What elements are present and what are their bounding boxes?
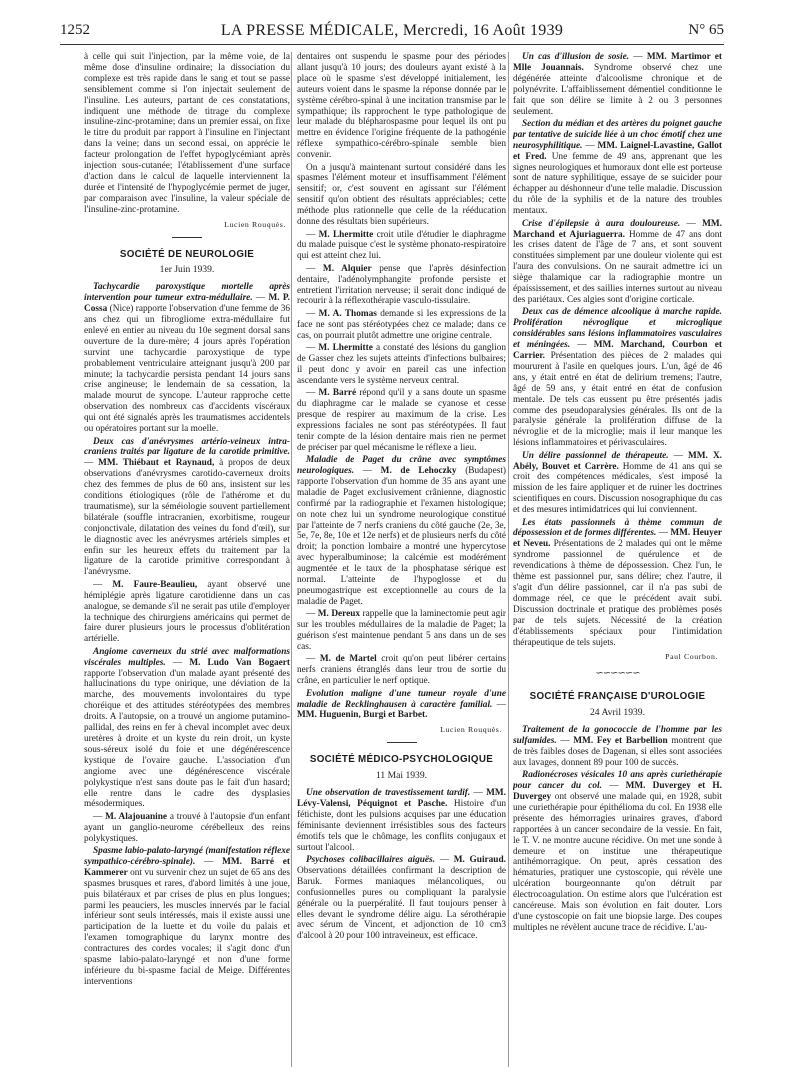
discussant: M. Dereux <box>317 609 361 620</box>
society-heading: SOCIÉTÉ FRANÇAISE D'UROLOGIE <box>529 691 706 703</box>
article: Psychoses colibacillaires aiguës. — M. Guiraud. Observations détaillées confirmant la description de Baruk. Formes maniaques mélancoliques, ou confusionnelles pures ou compliquant la paralysie générale ou la puerpéralité. Il faut toujours penser à elles devant le syndrome délire aigu. La sérothérapie avec sérum de Vincent, et adjonction de 10 cm3 d'alcool à 20 pour 100 intraveineux, est efficace. <box>297 855 506 942</box>
column-divider <box>508 52 509 1067</box>
discussion: — M. de Martel croit qu'on peut libérer certains nerfs craniens étranglés dans leur trou de sortie du crâne, en particulier le nerf optique. <box>297 654 506 687</box>
discussion: — M. A. Thomas demande si les expressions de la face ne sont pas stéréotypées chez ce malade; dans ce cas, on pourrait plutôt admettre une origine centrale. <box>297 308 506 341</box>
section-rule <box>172 237 202 238</box>
discussion-text: a constaté des lésions du ganglion de Gasser chez les sujets atteints d'infections bulbaires; il peut donc y avoir en pareil cas une infection ascendante vers le système nerveux central. <box>297 343 506 386</box>
article-title: Un cas d'illusion de sosie. <box>522 52 630 62</box>
article-text: (Nice) rapporte l'observation d'une femme de 36 ans chez qui un fibrogliome extra-médullaire fut enlevé en entier au niveau du 10e segment dorsal sans ouverture de la dure-mère; 4 jours après l'opération survint une tachycardie paroxystique de type probablement ventriculaire atteignant jusqu'à 200 par minute; la tachycardie persista pendant 14 jours sans crise angineuse; le lendemain de sa cessation, la malade mourut de syncope. L'auteur rapproche cette observation des nombreux cas d'accidents viscéraux qui ont été signalés après les traumatismes accidentels ou opératoires portant sur la moelle. <box>84 304 290 435</box>
discussion-text: croit utile d'étudier le diaphragme du malade puisque c'est le système phonato-respiratoire qui est atteint chez lui. <box>297 229 506 262</box>
discussion-text: ayant observé une hémiplégie après ligature carotidienne dans un cas analogue, se demande s'il ne serait pas utile d'employer la technique des chirurgiens américains qui permet de faire durer plusieurs jours le processus d'oblitération artérielle. <box>84 579 290 645</box>
discussant: M. A. Thomas <box>318 308 377 319</box>
article: Tachycardie paroxystique mortelle après intervention pour tumeur extra-médullaire. — M. P. Cossa (Nice) rapporte l'observation d'une femme de 36 ans chez qui un fibrogliome extra-médullaire fut enlevé en entier au niveau du 10e segment dorsal sans ouverture de la dure-mère; 4 jours après l'opération survint une tachycardie paroxystique de type probablement ventriculaire atteignant jusqu'à 200 par minute; la tachycardie persista pendant 14 jours sans crise angineuse; le lendemain de sa cessation, la malade mourut de syncope. L'auteur rapproche cette observation des nombreux cas d'accidents viscéraux qui ont été signalés après les traumatismes accidentels ou opératoires portant sur la moelle. <box>84 282 290 435</box>
article: Un cas d'illusion de sosie. — MM. Martimor et Mlle Jouannais. Syndrome observé chez une dégénérée atteinte d'alcoolisme chronique et de polynévrite. L'affaiblissement démentiel conditionne le fait que son délire se limite à 2 ou 3 personnes seulement. <box>513 52 722 117</box>
article-text: Une femme de 49 ans, apprenant que les signes neurologiques et humoraux dont elle est porteuse sont de nature syphilitique, essaye de se suicider pour échapper au déshonneur d'une telle maladie. Discussion du rôle de la syphilis et de la nature des troubles mentaux. <box>513 151 722 217</box>
article: Spasme labio-palato-laryngé (manifestation réflexe sympathico-cérébro-spinale). — MM. Barré et Kammerer ont vu survenir chez un sujet de 65 ans des spasmes brusques et rares, d'abord limités à une joue, puis bilatéraux et par crises de plus en plus longues; parmi les peauciers, les muscles innervés par le facial inférieur sont seuls intéressés, mais il existe aussi une participation de la luette et du voile du palais et l'examen tomographique du larynx montre des contractures des cordes vocales; il s'agit donc d'un spasme labio-palato-laryngé et non d'une forme inférieure du bi-spasme facial de Meige. Différentes interventions <box>84 846 290 987</box>
discussion: — M. Faure-Beaulieu, ayant observé une hémiplégie après ligature carotidienne dans un cas analogue, se demande s'il ne serait pas utile d'employer la technique des chirurgiens américains qui permet de faire durer plusieurs jours le processus d'oblitération artérielle. <box>84 579 290 645</box>
discussion-text: demande si les expressions de la face ne sont pas stéréotypées chez ce malade; dans ce cas, on pourrait plutôt admettre une origine centrale. <box>297 308 506 341</box>
discussion: — M. Lhermitte a constaté des lésions du ganglion de Gasser chez les sujets atteints d'infections bulbaires; il peut donc y avoir en pareil cas une infection ascendante vers le système nerveux central. <box>297 343 506 386</box>
article-text: Observations détaillées confirmant la description de Baruk. Formes maniaques mélancoliques, ou confusionnelles pures ou compliquant la paralysie générale ou la puerpéralité. Il faut toujours penser à elles devant le syndrome délire aigu. La sérothérapie avec sérum de Vincent, et adjonction de 10 cm3 d'alcool à 20 pour 100 intraveineux, est efficace. <box>297 865 506 942</box>
article-title: Section du médian et des artères du poignet gauche par tentative de suicide liée à un choc émotif chez une neurosyphilitique. <box>513 118 722 151</box>
society-heading: SOCIÉTÉ DE NEUROLOGIE <box>119 248 255 260</box>
discussion-text: répond qu'il y a sans doute un spasme du diaphragme car le malade se cyanose et cesse presque de respirer au maximum de la crise. Les expressions faciales ne sont pas stéréotypées. Il faut tenir compte de la lésion dentaire mais rien ne permet de préciser par quel mécanisme le réflexe a lieu. <box>297 388 506 453</box>
discussion: — M. Alquier pense que l'après désinfection dentaire, l'adénolymphangite profonde persiste et entretient l'irritation nerveuse; il serait donc indiqué de recourir à la réflexothérapie vasculo-tissulaire. <box>297 263 506 307</box>
paragraph: à celle qui suit l'injection, par la même voie, de la même dose d'insuline ordinaire; la dissociation du complexe est très rapide dans le sang et tout se passe sensiblement comme si l'on injectait seulement de l'insuline. Les auteurs, partant de ces constatations, indiquent une méthode de titrage du complexe insuline-zinc-protamine; dans un premier essai, on fixe le titre du produit par rapport à l'insuline en l'injectant dans la veine; dans un second essai, on apprécie le facteur prolongation de l'effet hypoglycémiant après injection sous-cutanée; l'établissement d'une surface d'action dans le calcul de laquelle interviennent la durée et l'intensité de l'hypoglycémie permet de juger, par comparaison avec l'insuline, la valeur spéciale de l'insuline-zinc-protamine. <box>84 52 290 215</box>
discussion-text: rappelle que la laminectomie peut agir sur les troubles médullaires de la maladie de Paget; la guérison s'est maintenue pendant 5 ans dans un de ses cas. <box>297 609 506 653</box>
article-text: rapporte l'observation d'un malade ayant présenté des hallucinations du type onirique, une déviation de la marche, des mouvements involontaires du type choréique et des attitudes stéréotypées des membres droits. A l'autopsie, on a trouvé un angiome putamino-pallidal, des reins en fer à cheval incomplet avec deux uretères à droite et un kyste du rein droit, un kyste sous-séreux isolé du foie et une dégénérescence kystique de l'ovaire gauche. L'association d'un angiome avec une dégénérescence viscérale polykystique n'est sans doute pas le fait d'un hasard; elle rentre dans le cadre des dysplasies mésodermiques. <box>84 668 290 810</box>
society-heading: SOCIÉTÉ MÉDICO-PSYCHOLOGIQUE <box>309 754 494 766</box>
article: Les états passionnels à thème commun de dépossession et de formes différentes. — MM. Heuyer et Neveu. Présentations de 2 malades qui ont le même syndrome passionnel de quérulence et de revendications à thème de dépossession. Chez l'un, le thème est passionnel pur, sans délire; chez l'autre, il s'agit d'un délire passionnel, car il n'a pas subi de dommage réel, ce que le précédent avait subi. Discussion doctrinale et pratique des problèmes posés par de tels sujets. Nécessité de la création d'établissements spéciaux pour l'intimidation thérapeutique de tels sujets. <box>513 517 722 648</box>
article-text: montrent que de très faibles doses de Dagenan, si elles sont associées aux lavages, donnent 89 pour 100 de succès. <box>513 735 722 768</box>
article: Deux cas de démence alcoolique à marche rapide. Prolifération névroglique et microglique considérables sans lésions inflammatoires vasculaires et méningées. — MM. Marchand, Courbon et Carrier. Présentation des pièces de 2 malades qui moururent à l'asile en quelques jours. L'un, âgé de 46 ans, y était entré en état de delirium tremens; l'autre, âgé de 59 ans, y était entré en état de confusion mentale. De tels cas eussent pu être présentés jadis comme des pseudoparalysies générales. Ils ont de la paralysie générale la prolifération diffuse de la névroglie et de la microglie; mais il leur manque les lésions inflammatoires et périvasculaires. <box>513 307 722 449</box>
discussant: M. Alquier <box>322 263 372 274</box>
article-title: Crise d'épilepsie à aura douloureuse. <box>522 218 681 229</box>
article-title: Une observation de travestissement tardif. <box>306 788 471 799</box>
session-date: 1er Juin 1939. <box>159 264 215 276</box>
article-author: MM. X. Abély, Bouvet et Carrère. <box>513 450 722 472</box>
signature: Lucien Rouquès. <box>224 219 286 229</box>
article-author: MM. Laignel-Lavastine, Gallot et Fred. <box>513 140 722 162</box>
article: Crise d'épilepsie à aura douloureuse. — MM. Marchand et Ajuriaguerra. Homme de 47 ans dont les crises datent de l'âge de 7 ans, et sont souvent constituées simplement par une douleur violente qui est l'aura des convulsions. On ne saurait admettre ici un siège thalamique car la radiographie montre un épaississement, et des saillies internes surtout au niveau des pariétaux. Ces algies sont d'origine corticale. <box>513 218 722 305</box>
article-text: ont vu survenir chez un sujet de 65 ans des spasmes brusques et rares, d'abord limités à une joue, puis bilatéraux et par crises de plus en plus longues; parmi les peauciers, les muscles innervés par le facial inférieur sont seuls intéressés, mais il existe aussi une participation de la luette et du voile du palais et l'examen tomographique du larynx montre des contractures des cordes vocales; il s'agit donc d'un spasme labio-palato-laryngé et non d'une forme inférieure du bi-spasme facial de Meige. Différentes interventions <box>84 867 290 987</box>
session-date: 24 Avril 1939. <box>590 707 645 719</box>
article-text: Présentations de 2 malades qui ont le même syndrome passionnel de quérulence et de revendications à thème de dépossession. Chez l'un, le thème est passionnel pur, sans délire; chez l'autre, il s'agit d'un délire passionnel, car il n'a pas subi de dommage réel, ce que le précédent avait subi. Discussion doctrinale et pratique des problèmes posés par de tels sujets. Nécessité de la création d'établissements spéciaux pour l'intimidation thérapeutique de tels sujets. <box>513 539 722 648</box>
discussant: M. Faure-Beaulieu, <box>112 579 198 590</box>
discussant: M. de Martel <box>319 654 377 665</box>
article-title: Deux cas d'anévrysmes artério-veineux intra-craniens traités par ligature de la carotide primitive. <box>84 436 290 458</box>
article: Traitement de la gonococcie de l'homme par les sulfamides. — MM. Fey et Barbellion montrent que de très faibles doses de Dagenan, si elles sont associées aux lavages, donnent 89 pour 100 de succès. <box>513 725 722 768</box>
article-text: Syndrome observé chez une dégénérée atteinte d'alcoolisme chronique et de polynévrite. L'affaiblissement démentiel conditionne le fait que son délire se limite à 2 ou 3 personnes seulement. <box>513 62 722 117</box>
discussion: — M. Dereux rappelle que la laminectomie peut agir sur les troubles médullaires de la maladie de Paget; la guérison s'est maintenue pendant 5 ans dans un de ses cas. <box>297 609 506 653</box>
article-text: (Budapest) rapporte l'observation d'un homme de 35 ans ayant une maladie de Paget exclusivement crânienne, diagnostic confirmé par la radiographie et l'examen histologique; on note chez lui un syndrome neurologique constitué par l'atteinte de 7 nerfs craniens du côté gauche (2e, 3e, 5e, 7e, 8e, 10e et 12e nerfs) et de plusieurs nerfs du côté droit; la ponction lombaire a montré une hypercytose avec hyperalbuminose; la calcémie est modérément augmentée et le taux de la phosphatase sérique est normal. L'atteinte de l'hypoglosse et du pneumogastrique est exceptionnelle au cours de la maladie de Paget. <box>297 466 506 607</box>
article-text: à propos de deux observations d'anévrysmes carotido-caverneux droits chez des femmes de plus de 60 ans, insistent sur les conditions étiologiques (rôle de l'athérome et du traumatisme), sur la séméiologie souvent partiellement bilatérale (souffle intracranien, exorbitisme, rougeur conjonctivale, dilatation des veines du fond d'œil), sur le diagnostic avec les anévrysmes artériels simples et enfin sur les heureux effets du traitement par la ligature de la carotide primitive correspondant à l'anévrysme. <box>84 458 290 578</box>
article-title: Angiome caverneux du strié avec malformations viscérales multiples. <box>84 646 290 668</box>
article-author: MM. Marchand, Courbon et Carrier. <box>513 340 722 361</box>
page-header <box>60 22 724 45</box>
article-title: Evolution maligne d'une tumeur royale d'une maladie de Recklinghausen à caractère familial. <box>297 688 506 710</box>
article-author: MM. Martimor et Mlle Jouannais. <box>513 52 722 73</box>
article: Un délire passionnel de thérapeute. — MM. X. Abély, Bouvet et Carrère. Homme de 41 ans qui se croit des compétences médicales, s'est imposé la mission de les faire appliquer et de ruiner les doctrines scientifiques en cours. Discussion nosographique du cas et des mesures intimidatrices qui lui conviennent. <box>513 450 722 516</box>
discussant: M. Alajouanine <box>105 811 168 822</box>
article-author: M. Ludo Van Bogaert <box>189 657 290 668</box>
article-text: Homme de 41 ans qui se croit des compétences médicales, s'est imposé la mission de les faire appliquer et de ruiner les doctrines scientifiques en cours. Discussion nosographique du cas et des mesures intimidatrices qui lui conviennent. <box>513 461 722 516</box>
article-author: MM. Barré et Kammerer <box>84 856 290 878</box>
article-author: MM. Thiébaut et Raynaud, <box>98 458 215 469</box>
article-title: Traitement de la gonococcie de l'homme par les sulfamides. <box>513 725 722 746</box>
article-text: Homme de 47 ans dont les crises datent de l'âge de 7 ans, et sont souvent constituées simplement par une douleur violente qui est l'aura des convulsions. On ne saurait admettre ici un siège thalamique car la radiographie montre un épaississement, et des saillies internes surtout au niveau des pariétaux. Ces algies sont d'origine corticale. <box>513 229 722 305</box>
discussant: M. Lhermitte <box>318 229 374 240</box>
journal-title: LA PRESSE MÉDICALE, Mercredi, 16 Août 1939 <box>220 22 564 39</box>
discussion: — M. Lhermitte croit utile d'étudier le diaphragme du malade puisque c'est le système phonato-respiratoire qui est atteint chez lui. <box>297 229 506 262</box>
article: Deux cas d'anévrysmes artério-veineux intra-craniens traités par ligature de la carotide primitive. — MM. Thiébaut et Raynaud, à propos de deux observations d'anévrysmes carotido-caverneux droits chez des femmes de plus de 60 ans, insistent sur les conditions étiologiques (rôle de l'athérome et du traumatisme), sur la séméiologie souvent partiellement bilatérale (souffle intracranien, exorbitisme, rougeur conjonctivale, dilatation des veines du fond d'œil), sur le diagnostic avec les anévrysmes artériels simples et enfin sur les heureux effets du traitement par la ligature de la carotide primitive correspondant à l'anévrysme. <box>84 436 290 578</box>
page-number: 1252 <box>60 22 90 38</box>
article-title: Psychoses colibacillaires aiguës. <box>306 855 435 866</box>
article: Maladie de Paget du crâne avec symptômes neurologiques. — M. de Lehoczky (Budapest) rapporte l'observation d'un homme de 35 ans ayant une maladie de Paget exclusivement crânienne, diagnostic confirmé par la radiographie et l'examen histologique; on note chez lui un syndrome neurologique constitué par l'atteinte de 7 nerfs craniens du côté gauche (2e, 3e, 5e, 7e, 8e, 10e et 12e nerfs) et de plusieurs nerfs du côté droit; la ponction lombaire a montré une hypercytose avec hyperalbuminose; la calcémie est modérément augmentée et le taux de la phosphatase sérique est normal. L'atteinte de l'hypoglosse et du pneumogastrique est exceptionnelle au cours de la maladie de Paget. <box>297 455 506 607</box>
article-author: MM. Heuyer et Neveu. <box>513 528 722 550</box>
article-author: MM. Duvergey et H. Duvergey <box>513 781 722 802</box>
article-author: M. de Lehoczky <box>380 466 457 477</box>
signature: Lucien Rouquès. <box>440 725 502 735</box>
discussion-text: a trouvé à l'autopsie d'un enfant ayant un ganglio-neurome cérébelleux des reins polykystiques. <box>84 811 290 844</box>
paragraph: dentaires ont suspendu le spasme pour des périodes allant jusqu'à 10 jours; des douleurs ayant existé à la place où le spasme s'est développé initialement, les auteurs voient dans le spasme la réponse donnée par le système cérébro-spinal à une incitation transmise par le sympathique; ils rapprochent le type pathologique de leur malade du blépharospasme pour lequel ils ont pu mettre en évidence l'origine fréquente de la pathogénie réflexe sympathico-cérébro-spinale semble bien convenir. <box>297 52 506 161</box>
signature: Paul Courbon. <box>665 652 718 662</box>
discussant: M. Lhermitte <box>318 343 373 354</box>
discussant: M. Barré <box>318 388 357 399</box>
section-rule <box>387 742 417 743</box>
article-title: Radionécroses vésicales 10 ans après curiethérapie pour cancer du col. <box>513 770 722 792</box>
article-text: Histoire d'un fétichiste, dont les pulsions acquises par une éducation féminisante deviennent irrésistibles sous des facteurs émotifs tels que le chômage, les conflits conjugaux et surtout l'alcool. <box>297 799 506 853</box>
column-1 <box>84 52 290 1067</box>
article-title: Maladie de Paget du crâne avec symptômes neurologiques. <box>297 455 506 477</box>
column-2 <box>297 52 506 1067</box>
article-text: Présentation des pièces de 2 malades qui moururent à l'asile en quelques jours. L'un, âgé de 46 ans, y était entré en état de delirium tremens; l'autre, âgé de 59 ans, y était entré en état de confusion mentale. De tels cas eussent pu être présentés jadis comme des pseudoparalysies générales. Ils ont de la paralysie générale la prolifération diffuse de la névroglie et de la microglie; mais il leur manque les lésions inflammatoires et périvasculaires. <box>513 350 722 449</box>
article-title: Deux cas de démence alcoolique à marche rapide. Prolifération névroglique et microglique considérables sans lésions inflammatoires vasculaires et méningées. <box>513 307 722 351</box>
article-author: M. Guiraud. <box>453 855 506 866</box>
discussion: — M. Barré répond qu'il y a sans doute un spasme du diaphragme car le malade se cyanose et cesse presque de respirer au maximum de la crise. Les expressions faciales ne sont pas stéréotypées. Il faut tenir compte de la lésion dentaire mais rien ne permet de préciser par quel mécanisme le réflexe a lieu. <box>297 388 506 453</box>
article-author: MM. Marchand et Ajuriaguerra. <box>513 218 722 240</box>
article-title: Tachycardie paroxystique mortelle après intervention pour tumeur extra-médullaire. <box>84 282 290 304</box>
column-divider <box>291 52 292 1067</box>
session-date: 11 Mai 1939. <box>375 770 428 782</box>
discussion: — M. Alajouanine a trouvé à l'autopsie d'un enfant ayant un ganglio-neurome cérébelleux des reins polykystiques. <box>84 811 290 844</box>
article-author: MM. Huguenin, Burgi et Barbet. <box>297 710 428 721</box>
article: Radionécroses vésicales 10 ans après curiethérapie pour cancer du col. — MM. Duvergey et H. Duvergey ont observé une malade qui, en 1928, subit une curiethérapie pour épithélioma du col. En 1938 elle présente des hémorragies urinaires graves, d'abord rapportées à un cancer secondaire de la vessie. En fait, le T. V. ne montre aucune récidive. On met une sonde à demeure et on institue une thérapeutique antihémorragique. On peut, après cessation des hématuries, pratiquer une cystoscopie, qui révèle une ulcération bourgeonnante qu'on détruit par électrocoagulation. On estime alors que l'ulcération est cancéreuse. Mais son évolution en fait douter. Lors d'une cystoscopie on fait une biopsie large. Des coupes multiples ne révèlent aucune trace de récidive. L'au- <box>513 770 722 933</box>
article: Section du médian et des artères du poignet gauche par tentative de suicide liée à un choc émotif chez une neurosyphilitique. — MM. Laignel-Lavastine, Gallot et Fred. Une femme de 49 ans, apprenant que les signes neurologiques et humoraux dont elle est porteuse sont de nature syphilitique, essaye de se suicider pour échapper au déshonneur d'une telle maladie. Discussion du rôle de la syphilis et de la nature des troubles mentaux. <box>513 118 722 217</box>
article: Evolution maligne d'une tumeur royale d'une maladie de Recklinghausen à caractère familial. — MM. Huguenin, Burgi et Barbet. <box>297 688 506 721</box>
discussion-text: croit qu'on peut libérer certains nerfs craniens étranglés dans leur trou de sortie du crâne, en particulier le nerf optique. <box>297 654 506 687</box>
article-title: Spasme labio-palato-laryngé (manifestation réflexe sympathico-cérébro-spinale). <box>84 846 290 867</box>
article-text: ont observé une malade qui, en 1928, subit une curiethérapie pour épithélioma du col. En 1938 elle présente des hémorragies urinaires graves, d'abord rapportées à un cancer secondaire de la vessie. En fait, le T. V. ne montre aucune récidive. On met une sonde à demeure et on institue une thérapeutique antihémorragique. On peut, après cessation des hématuries, pratiquer une cystoscopie, qui révèle une ulcération bourgeonnante qu'on détruit par électrocoagulation. On estime alors que l'ulcération est cancéreuse. Mais son évolution en fait douter. Lors d'une cystoscopie on fait une biopsie large. Des coupes multiples ne révèlent aucune trace de récidive. L'au- <box>513 792 722 933</box>
article-author: MM. Fey et Barbellion <box>573 735 668 746</box>
article-author: MM. Lévy-Valensi, Péquignot et Pasche. <box>297 788 506 809</box>
discussion-text: pense que l'après désinfection dentaire, l'adénolymphangite profonde persiste et entretient l'irritation nerveuse; il serait donc indiqué de recourir à la réflexothérapie vasculo-tissulaire. <box>297 263 506 307</box>
paragraph: On a jusqu'à maintenant surtout considéré dans les spasmes l'élément moteur et insuffisamment l'élément sensitif; or, c'est souvent en agissant sur l'élément sensitif qu'on obtient des résultats appréciables; cette méthode plus rationnelle que celle de la rééducation donne des résultats bien supérieurs. <box>297 162 506 228</box>
article: Angiome caverneux du strié avec malformations viscérales multiples. — M. Ludo Van Bogaert rapporte l'observation d'un malade ayant présenté des hallucinations du type onirique, une déviation de la marche, des mouvements involontaires du type choréique et des attitudes stéréotypées des membres droits. A l'autopsie, on a trouvé un angiome putamino-pallidal, des reins en fer à cheval incomplet avec deux uretères à droite et un kyste du rein droit, un kyste sous-séreux isolé du foie et une dégénérescence kystique de l'ovaire gauche. L'association d'un angiome avec une dégénérescence viscérale polykystique n'est sans doute pas le fait d'un hasard; elle rentre dans le cadre des dysplasies mésodermiques. <box>84 646 290 810</box>
article: Une observation de travestissement tardif. — MM. Lévy-Valensi, Péquignot et Pasche. Histoire d'un fétichiste, dont les pulsions acquises par une éducation féminisante deviennent irrésistibles sous des facteurs émotifs tels que le chômage, les conflits conjugaux et surtout l'alcool. <box>297 788 506 853</box>
issue-number: N° 65 <box>688 22 724 38</box>
article-author: M. P. Cossa <box>84 293 290 315</box>
article-title: Les états passionnels à thème commun de dépossession et de formes différentes. <box>513 517 722 539</box>
section-ornament: ∽∽∽∽∽∽ <box>595 668 640 680</box>
column-3 <box>513 52 722 1067</box>
article-title: Un délire passionnel de thérapeute. <box>522 450 669 461</box>
